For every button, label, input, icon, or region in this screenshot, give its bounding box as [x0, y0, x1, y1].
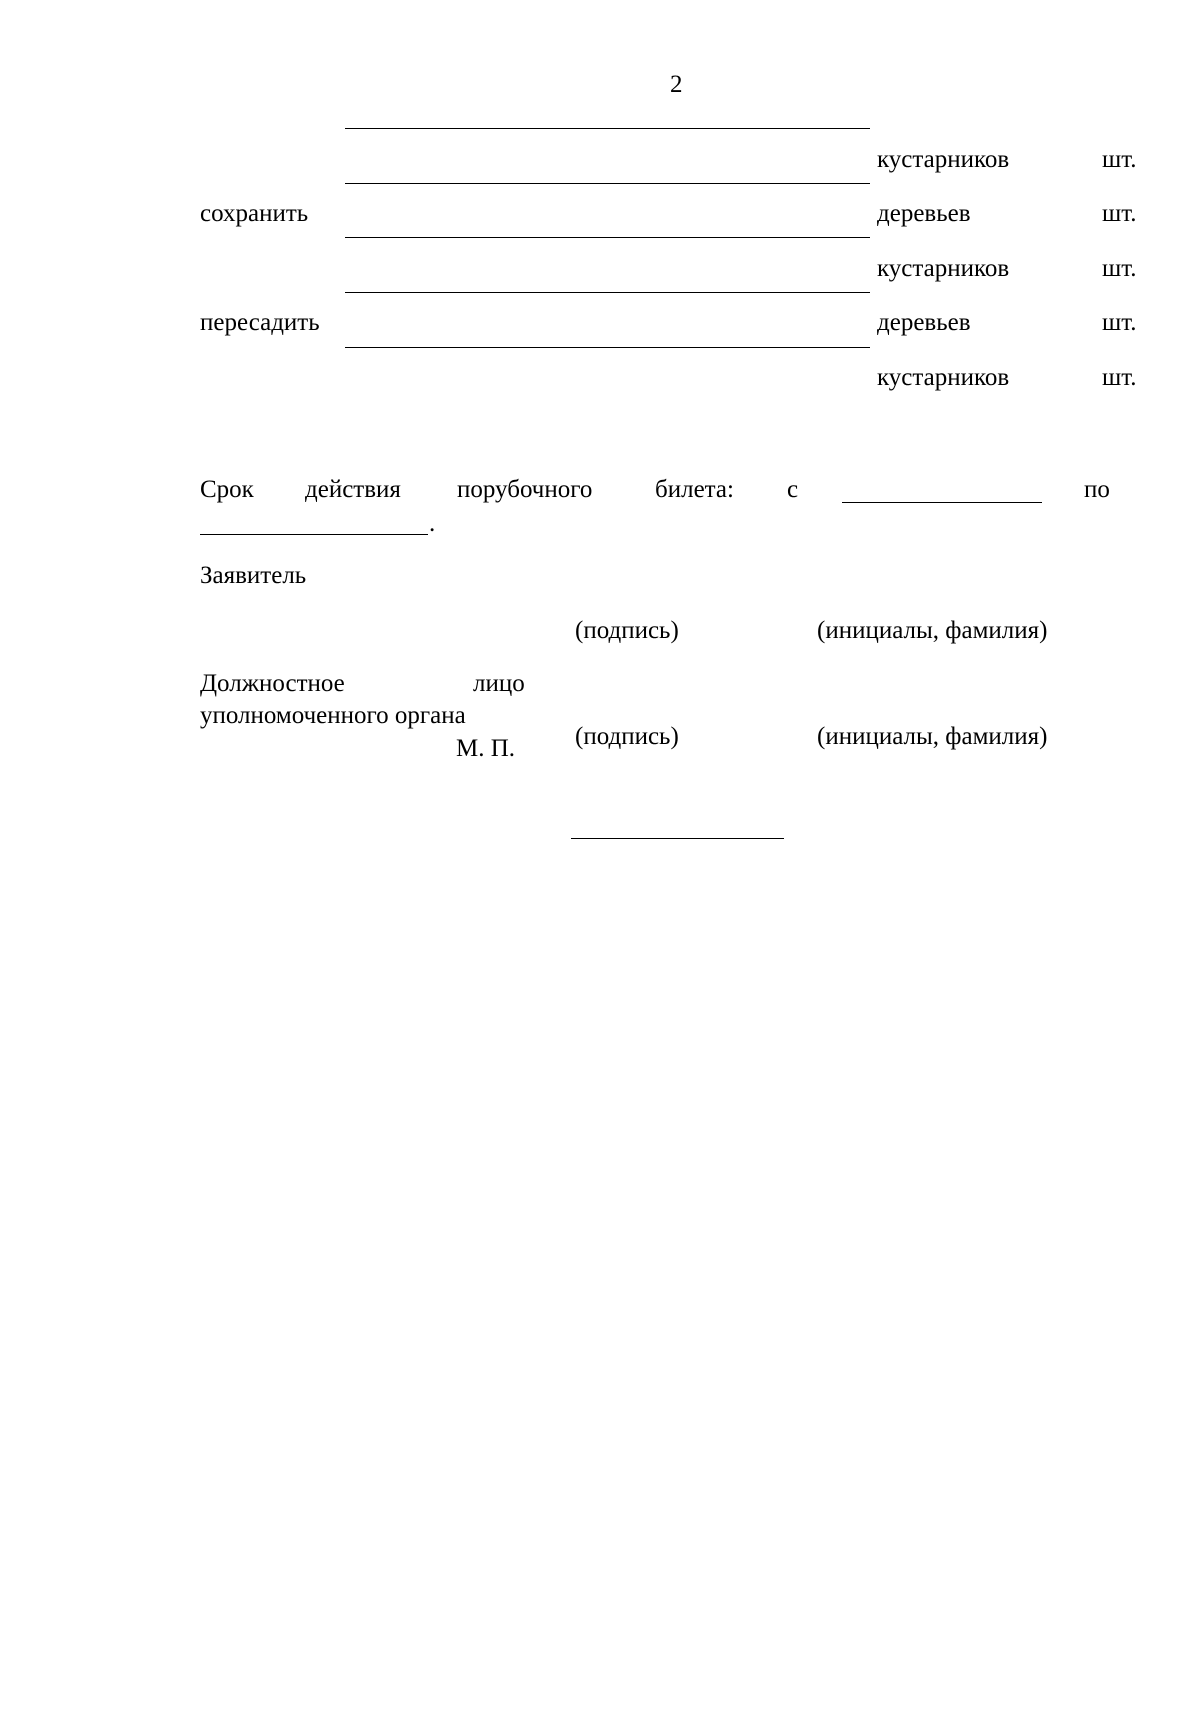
applicant-name-caption: (инициалы, фамилия): [817, 617, 1048, 644]
unit-name: кустарников: [877, 255, 1010, 282]
official-label-2: уполномоченного органа: [200, 702, 466, 729]
date-to-line[interactable]: [200, 534, 428, 535]
validity-word: Срок: [200, 476, 254, 503]
applicant-signature-caption: (подпись): [575, 617, 679, 644]
fill-line[interactable]: [345, 128, 870, 129]
unit: шт.: [1102, 146, 1137, 173]
page-number: 2: [670, 71, 683, 98]
unit-name: кустарников: [877, 146, 1010, 173]
official-label-1b: лицо: [473, 670, 525, 697]
fill-line[interactable]: [345, 237, 870, 238]
validity-end-dot: .: [429, 510, 436, 537]
applicant-label: Заявитель: [200, 562, 307, 589]
unit: шт.: [1102, 200, 1137, 227]
official-signature-caption: (подпись): [575, 723, 679, 750]
official-name-caption: (инициалы, фамилия): [817, 723, 1048, 750]
fill-line[interactable]: [345, 183, 870, 184]
row-label-transplant: пересадить: [200, 309, 320, 336]
unit: шт.: [1102, 255, 1137, 282]
unit-name: деревьев: [877, 309, 971, 336]
official-label-1a: Должностное: [200, 670, 345, 697]
unit-name: деревьев: [877, 200, 971, 227]
validity-word: действия: [305, 476, 401, 503]
closing-divider: [571, 838, 784, 839]
fill-line[interactable]: [345, 347, 870, 348]
validity-from: с: [787, 476, 799, 503]
validity-word: порубочного: [457, 476, 593, 503]
validity-to: по: [1084, 476, 1110, 503]
unit: шт.: [1102, 309, 1137, 336]
stamp-place: М. П.: [456, 735, 516, 762]
row-label-keep: сохранить: [200, 200, 309, 227]
date-from-line[interactable]: [842, 502, 1042, 503]
unit-name: кустарников: [877, 364, 1010, 391]
unit: шт.: [1102, 364, 1137, 391]
fill-line[interactable]: [345, 292, 870, 293]
validity-word: билета:: [655, 476, 734, 503]
